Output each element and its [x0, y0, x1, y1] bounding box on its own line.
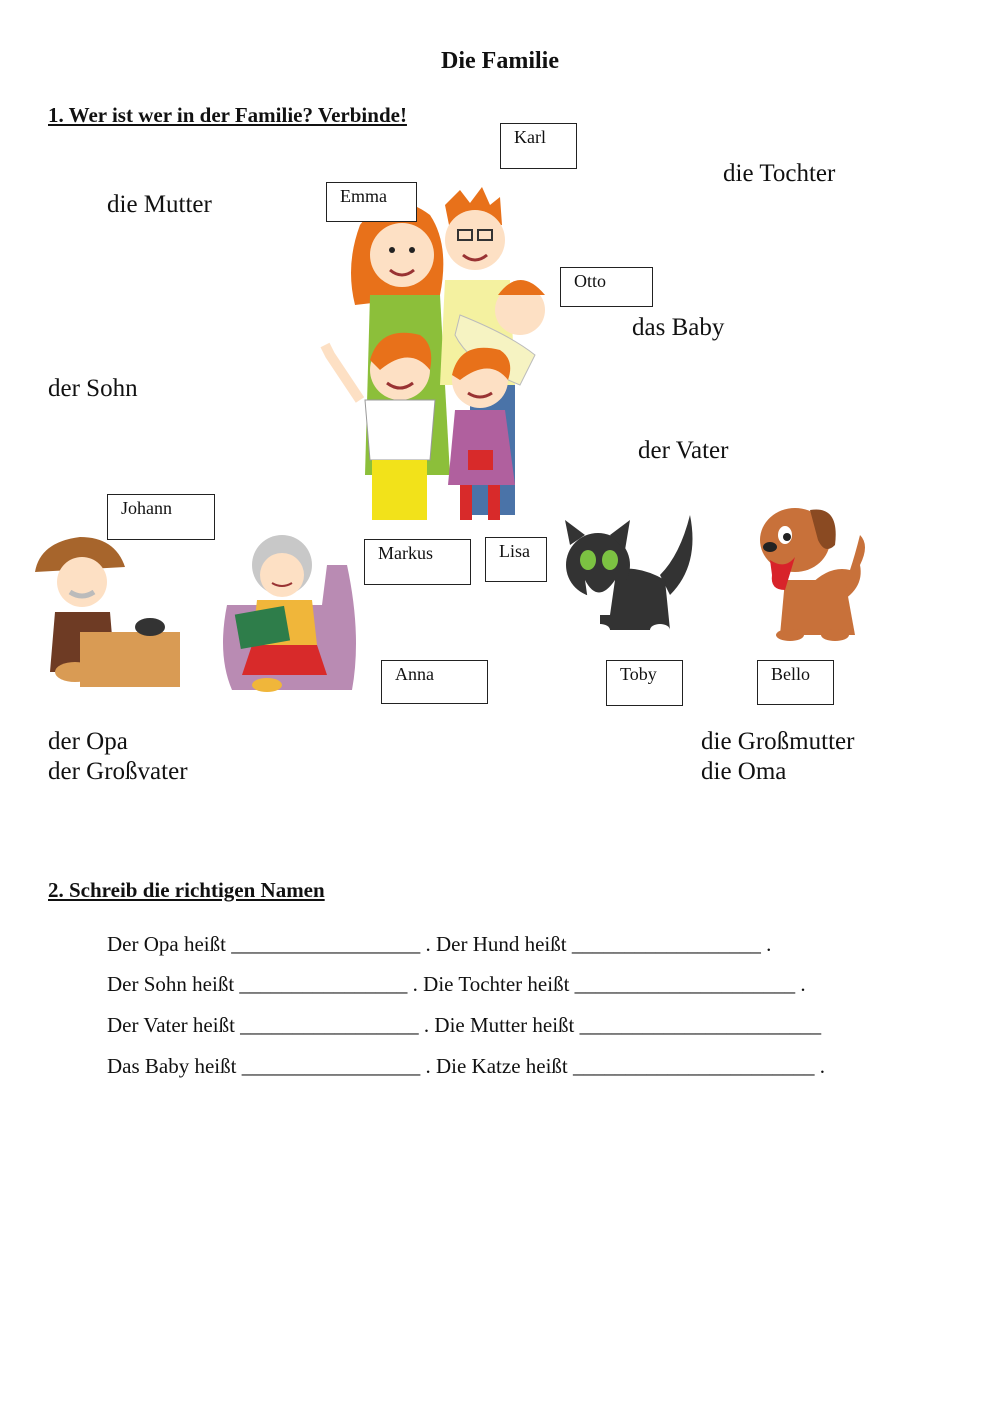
namebox-bello[interactable]: Bello — [757, 660, 834, 705]
word-der-opa: der Opa — [48, 728, 128, 755]
cat-illustration — [560, 505, 705, 655]
dog-illustration — [740, 495, 890, 645]
namebox-markus[interactable]: Markus — [364, 539, 471, 585]
sentence-text: Der Opa heißt — [107, 932, 226, 956]
sentence-line-3 — [107, 1013, 821, 1038]
section-1-heading: 1. Wer ist wer in der Familie? Verbinde! — [48, 103, 407, 127]
namebox-lisa[interactable]: Lisa — [485, 537, 547, 582]
sentence-line-4 — [107, 1054, 825, 1079]
sentence-text: . Die Mutter heißt — [423, 1013, 575, 1037]
word-die-grossmutter: die Großmutter — [701, 728, 855, 755]
answer-blank[interactable]: _______________________ — [573, 1054, 815, 1078]
sentence-end: . — [819, 1054, 826, 1078]
namebox-emma[interactable]: Emma — [326, 182, 417, 222]
word-die-tochter: die Tochter — [723, 160, 836, 187]
namebox-anna[interactable]: Anna — [381, 660, 488, 704]
word-die-oma: die Oma — [701, 758, 787, 785]
word-der-sohn: der Sohn — [48, 375, 138, 402]
word-der-grossvater: der Großvater — [48, 758, 188, 785]
namebox-johann[interactable]: Johann — [107, 494, 215, 540]
answer-blank[interactable]: _________________ — [241, 1054, 421, 1078]
sentence-end: . — [800, 972, 806, 996]
namebox-toby[interactable]: Toby — [606, 660, 683, 706]
namebox-otto[interactable]: Otto — [560, 267, 653, 307]
sentence-text: . Die Katze heißt — [425, 1054, 568, 1078]
answer-blank[interactable]: __________________ — [571, 932, 761, 956]
sentence-text: . Der Hund heißt — [425, 932, 567, 956]
page-title: Die Familie — [441, 48, 559, 74]
family-illustration — [320, 185, 560, 525]
grandmother-illustration — [212, 525, 367, 695]
answer-blank[interactable]: __________________ — [231, 932, 421, 956]
word-die-mutter: die Mutter — [107, 191, 212, 218]
answer-blank[interactable]: _____________________ — [574, 972, 796, 996]
grandfather-illustration — [30, 522, 185, 692]
answer-blank[interactable]: ________________ — [239, 972, 408, 996]
sentence-text: Das Baby heißt — [107, 1054, 237, 1078]
sentence-end: . — [766, 932, 772, 956]
sentence-line-2 — [107, 972, 806, 997]
sentence-text: Der Vater heißt — [107, 1013, 235, 1037]
sentence-line-1 — [107, 932, 771, 957]
sentence-text: . Die Tochter heißt — [412, 972, 570, 996]
word-der-vater: der Vater — [638, 437, 729, 464]
section-2-heading: 2. Schreib die richtigen Namen — [48, 878, 325, 902]
word-das-baby: das Baby — [632, 314, 725, 341]
namebox-karl[interactable]: Karl — [500, 123, 577, 169]
sentence-text: Der Sohn heißt — [107, 972, 235, 996]
answer-blank[interactable]: _______________________ — [579, 1013, 822, 1037]
answer-blank[interactable]: _________________ — [240, 1013, 419, 1037]
